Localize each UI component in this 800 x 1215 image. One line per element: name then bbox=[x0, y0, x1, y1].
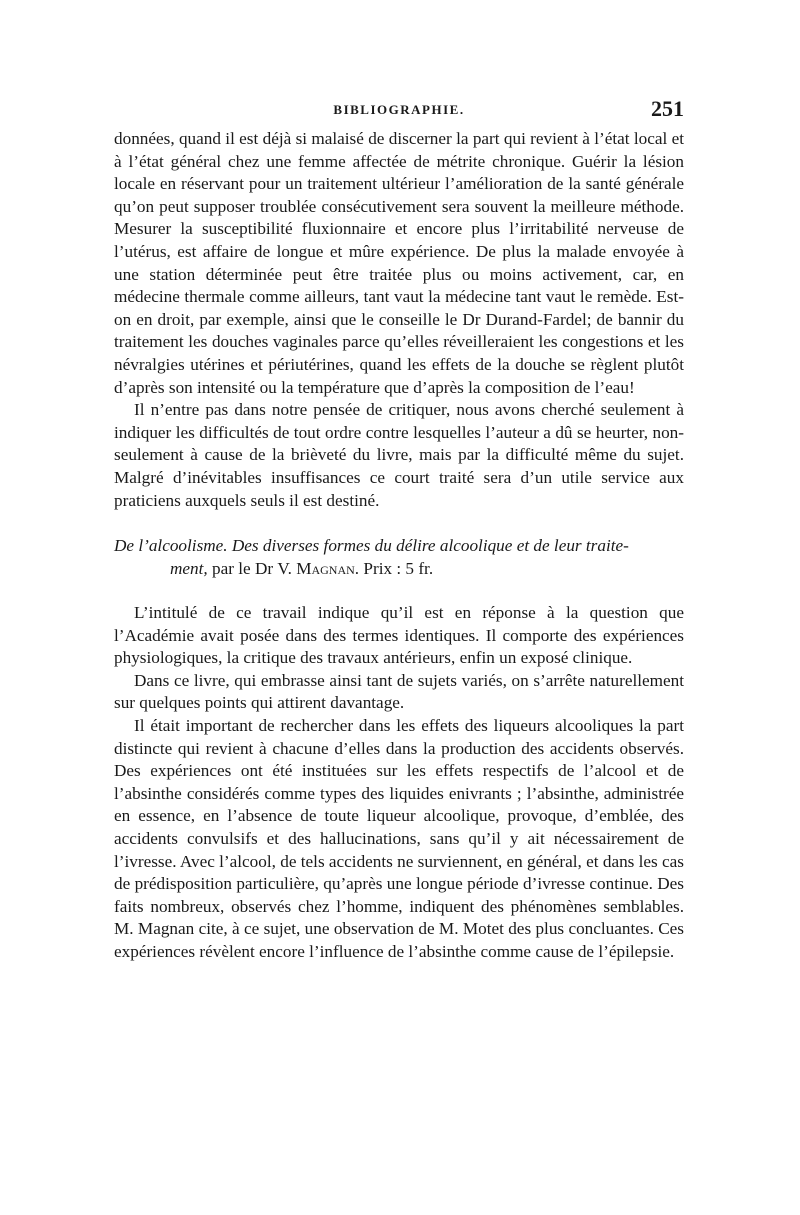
review-author-name: V. Magnan. bbox=[277, 559, 360, 579]
review-title-line1: De l’alcoolisme. Des diverses formes du délire alcoolique et de leur traite- bbox=[114, 536, 629, 556]
paragraph-conclusion: Il n’entre pas dans notre pensée de critiquer, nous avons cherché seulement à indiquer les difficultés de tout ordre contre lesquelles l’auteur a dû se heurter, non-seulement à cause de la brièveté du livre, mais par la difficulté même du sujet. Malgré d’inévitables insuffisances ce court traité sera d’un utile service aux praticiens auxquels seuls il est destiné. bbox=[114, 400, 684, 510]
body-text bbox=[114, 128, 684, 964]
book-page bbox=[114, 96, 684, 964]
review-heading bbox=[114, 534, 684, 580]
paragraph-experiments: Il était important de rechercher dans les effets des liqueurs alcooliques la part distincte qui revient à chacune d’elles dans la production des accidents observés. Des expériences ont été instituées sur les effets respectifs de l’alcool et de l’absinthe considérés comme types des liquides enivrants ; l’absinthe, administrée en essence, en l’absence de toute liqueur alcoolique, provoque, d’emblée, des accidents convulsifs et des hallucinations, sans qu’il y ait nécessairement de l’ivresse. Avec l’alcool, de tels accidents ne surviennent, en général, et dans les cas de prédisposition particulière, qu’après une longue période d’ivresse continue. Des faits nombreux, observés chez l’homme, indiquent des phénomènes semblables. M. Magnan cite, à ce sujet, une observation de M. Motet des plus concluantes. Ces expériences révèlent encore l’influence de l’absinthe comme cause de l’épilepsie. bbox=[114, 716, 684, 961]
running-title: BIBLIOGRAPHIE. bbox=[333, 102, 465, 117]
paragraph-intro: L’intitulé de ce travail indique qu’il est en réponse à la question que l’Académie avait posée dans des termes identiques. Il comporte des expériences physiologiques, la critique des travaux antérieurs, enfin un exposé clinique. bbox=[114, 603, 684, 668]
review-author-prefix: par le Dr bbox=[212, 559, 274, 579]
paragraph-scope: Dans ce livre, qui embrasse ainsi tant de sujets variés, on s’arrête naturellement sur quelques points qui attirent davantage. bbox=[114, 670, 684, 713]
paragraph-continuation: données, quand il est déjà si malaisé de discerner la part qui revient à l’état local et à l’état général chez une femme affectée de métrite chronique. Guérir la lésion locale en réservant pour un traitement ultérieur l’amélioration de la santé générale qu’on peut supposer troublée consécutivement sera souvent la meilleure méthode. Mesurer la susceptibilité fluxionnaire et encore plus l’irritabilité nerveuse de l’utérus, est affaire de longue et mûre expérience. De plus la malade envoyée à une station déterminée peut être traitée plus ou moins activement, car, en médecine thermale comme ailleurs, tant vaut la médecine tant vaut le remède. Est-on en droit, par exemple, ainsi que le conseille le Dr Durand-Fardel; de bannir du traitement les douches vaginales parce qu’elles réveilleraient les congestions et les névralgies utérines et périutérines, quand les effets de la douche se règlent plutôt d’après son intensité ou la température que d’après la composition de l’eau! bbox=[114, 129, 684, 397]
page-number: 251 bbox=[651, 96, 684, 121]
review-title-line2-wrap bbox=[114, 557, 684, 580]
running-header bbox=[114, 96, 684, 126]
review-price: Prix : 5 fr. bbox=[363, 559, 434, 579]
review-title-line2: ment, bbox=[170, 559, 208, 579]
